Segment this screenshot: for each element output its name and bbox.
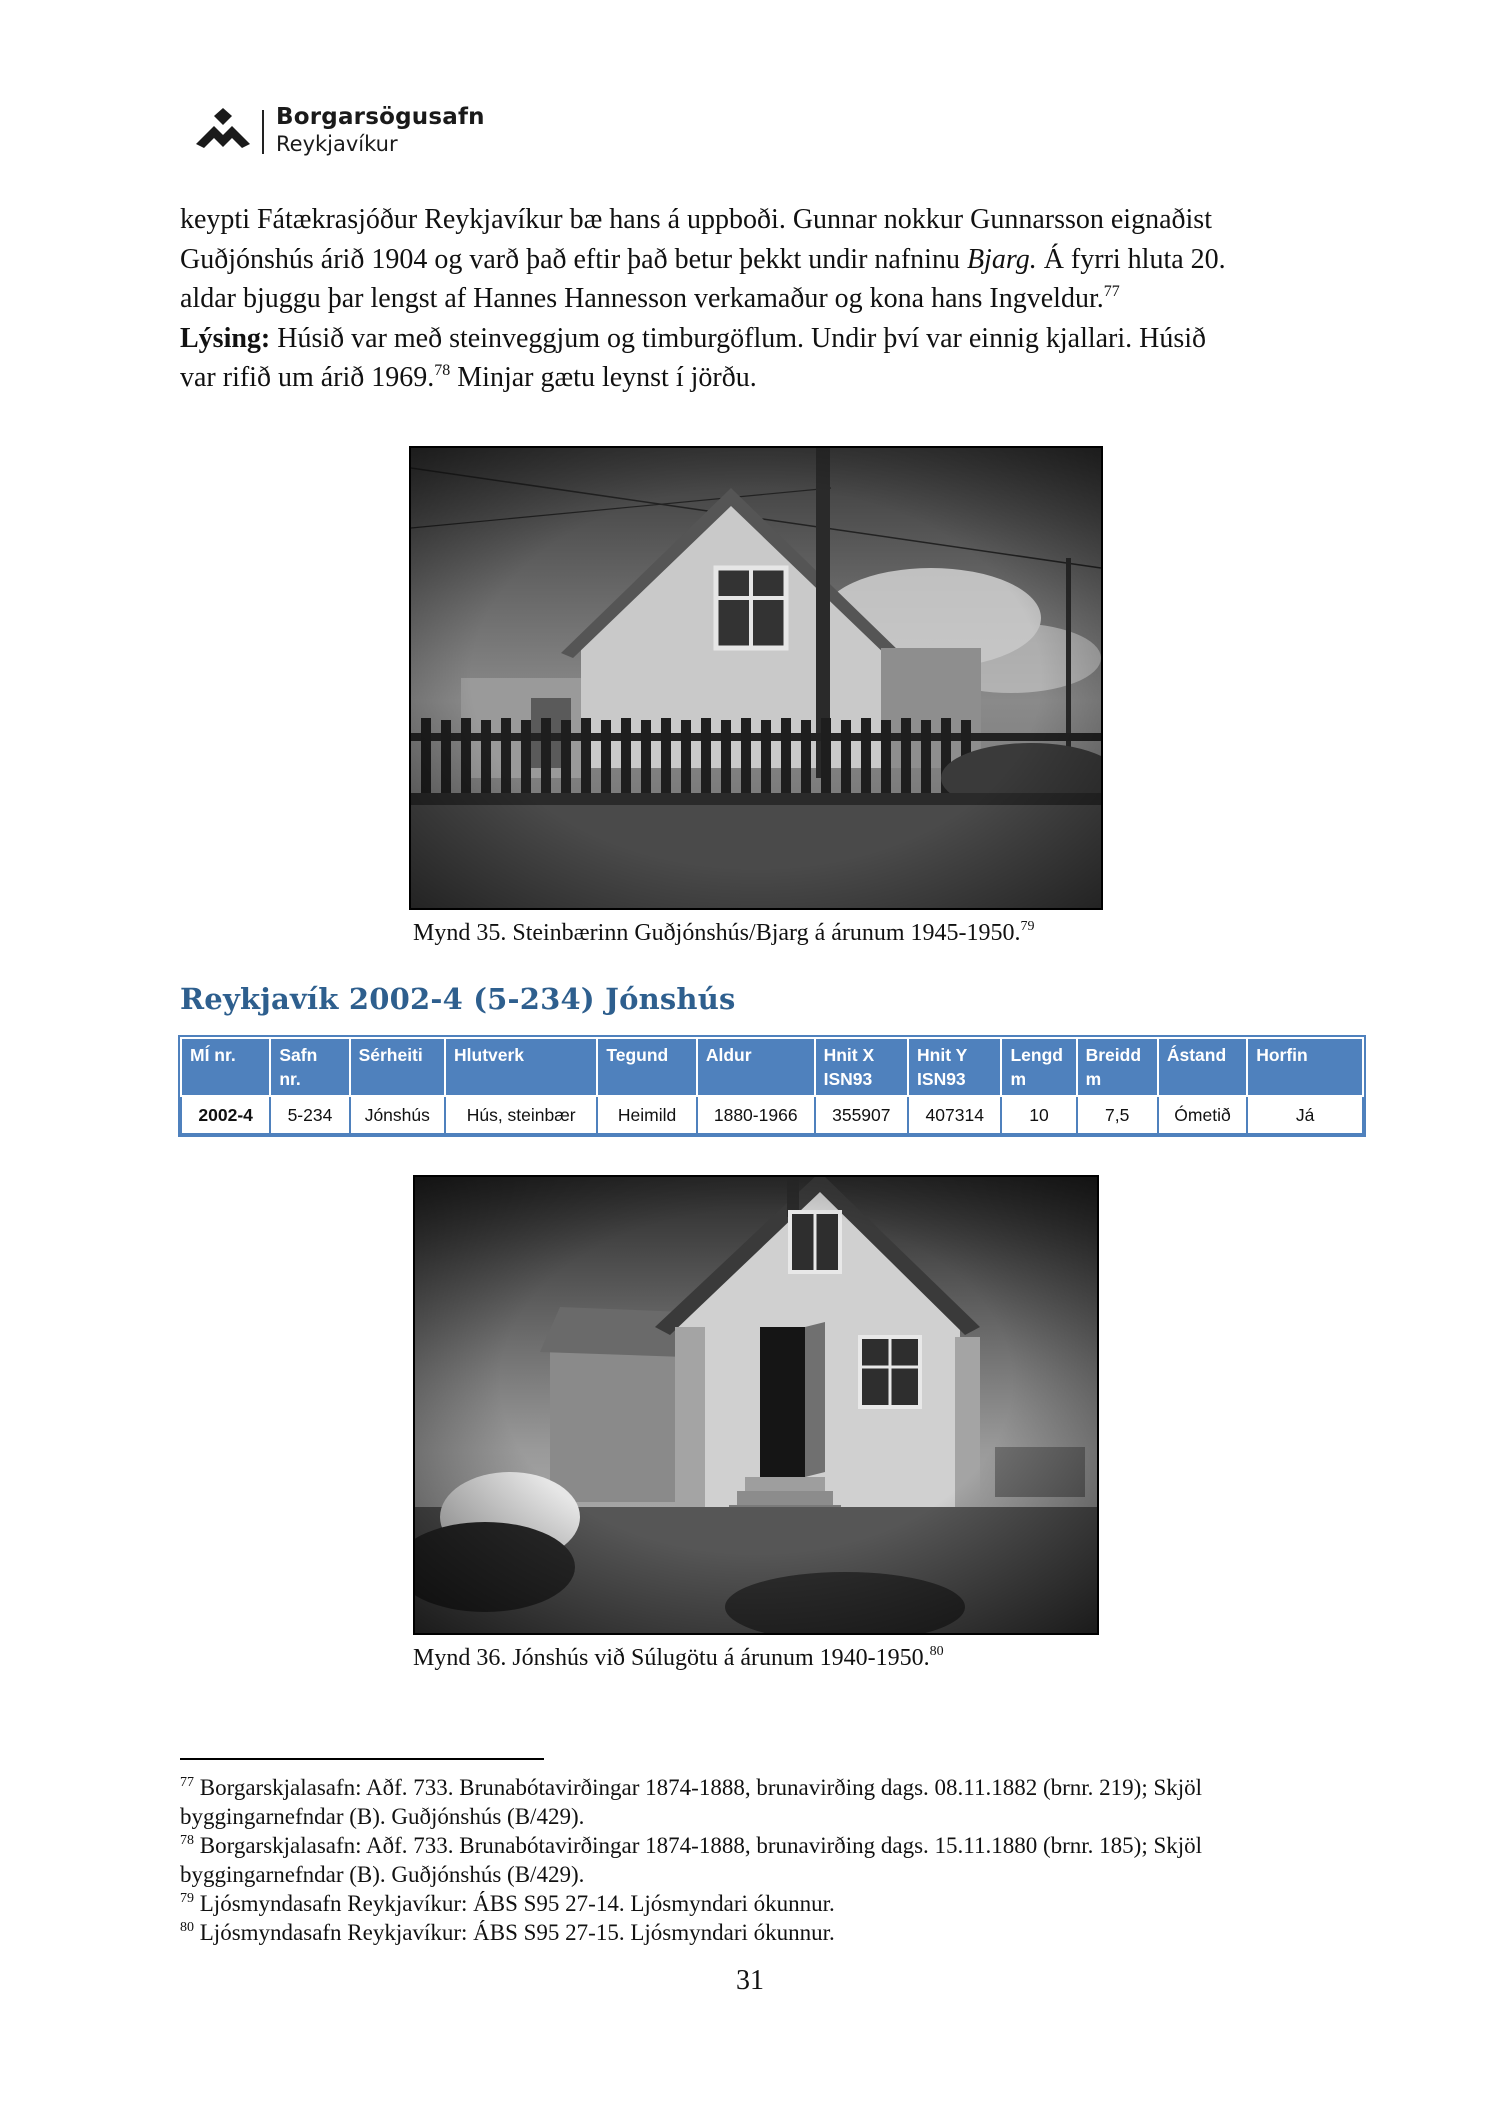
- text-span: aldar bjuggu þar lengst af Hannes Hannesson verkamaður og kona hans Ingveldur.: [180, 283, 1104, 314]
- text-line: [180, 200, 1320, 240]
- text-line: [180, 319, 1320, 359]
- footnote-ref[interactable]: 78: [434, 362, 451, 379]
- column-header: Breidd m: [1077, 1038, 1158, 1096]
- column-header: Hnit X ISN93: [815, 1038, 908, 1096]
- column-header: Lengd m: [1001, 1038, 1076, 1096]
- footnotes: [180, 1773, 1330, 1947]
- text-line: [180, 240, 1320, 280]
- text-line: [180, 358, 1320, 398]
- text-span: Minjar gætu leynst í jörðu.: [450, 362, 757, 393]
- column-header: Safn nr.: [270, 1038, 349, 1096]
- footnote-text: Borgarskjalasafn: Aðf. 733. Brunabótavirðingar 1874-1888, brunavirðing dags. 15.11.1880 (brnr. 185); Skjöl byggingarnefndar (B). Guðjónshús (B/429).: [180, 1833, 1203, 1887]
- table-cell: 1880-1966: [697, 1096, 815, 1134]
- footnote-text: Borgarskjalasafn: Aðf. 733. Brunabótavirðingar 1874-1888, brunavirðing dags. 08.11.1882 (brnr. 219); Skjöl byggingarnefndar (B). Guðjónshús (B/429).: [180, 1775, 1203, 1829]
- footnote-ref[interactable]: 80: [929, 1644, 944, 1659]
- photo-gudjonshus: [409, 446, 1103, 910]
- house-name-italic: Bjarg.: [966, 243, 1037, 275]
- footnote-separator: [180, 1758, 544, 1760]
- text-line: [180, 279, 1320, 319]
- text-span: Guðjónshús árið 1904 og varð það eftir það betur þekkt undir nafninu: [180, 243, 967, 275]
- figure-caption: [413, 1645, 944, 1672]
- footnote-ref[interactable]: 79: [1020, 919, 1035, 934]
- intro-paragraph: [180, 200, 1320, 398]
- site-register-table: [180, 1037, 1364, 1135]
- footnote-text: Ljósmyndasafn Reykjavíkur: ÁBS S95 27-15. Ljósmyndari ókunnur.: [199, 1920, 835, 1945]
- table-row: [181, 1096, 1363, 1134]
- column-header: MÍ nr.: [181, 1038, 270, 1096]
- page-number: 31: [736, 1965, 764, 1996]
- footnote-ref[interactable]: 77: [1103, 283, 1120, 300]
- column-header: Sérheiti: [350, 1038, 445, 1096]
- table-cell: Jónshús: [350, 1096, 445, 1134]
- footnote: [180, 1918, 1330, 1947]
- footnote-number: 79: [180, 1891, 194, 1906]
- logo-city: Reykjavíkur: [276, 132, 398, 156]
- text-span: Á fyrri hluta 20.: [1036, 243, 1226, 275]
- column-header: Hlutverk: [445, 1038, 597, 1096]
- table-cell: Heimild: [597, 1096, 697, 1134]
- table-cell: 355907: [815, 1096, 908, 1134]
- table-header-row: [181, 1038, 1363, 1096]
- column-header: Tegund: [597, 1038, 697, 1096]
- caption-text: Mynd 35. Steinbærinn Guðjónshús/Bjarg á árunum 1945-1950.: [413, 920, 1021, 946]
- table-cell: Ómetið: [1158, 1096, 1247, 1134]
- footnote: [180, 1831, 1330, 1889]
- photo-jonshus: [413, 1175, 1099, 1635]
- table-cell: 407314: [908, 1096, 1001, 1134]
- footnote: [180, 1889, 1330, 1918]
- section-heading: Reykjavík 2002-4 (5-234) Jónshús: [180, 982, 736, 1016]
- footnote-number: 80: [180, 1920, 194, 1935]
- borgarsogusafn-logo: [192, 104, 492, 160]
- logo-divider: [262, 110, 264, 154]
- column-header: Aldur: [697, 1038, 815, 1096]
- footnote-number: 77: [180, 1775, 194, 1790]
- column-header: Horfin: [1247, 1038, 1363, 1096]
- text-span: var rifið um árið 1969.: [180, 362, 435, 393]
- logo-name: Borgarsögusafn: [276, 104, 485, 130]
- text-span: Húsið var með steinveggjum og timburgöflum. Undir því var einnig kjallari. Húsið: [270, 322, 1207, 354]
- table-cell: 10: [1001, 1096, 1076, 1134]
- table-cell: 7,5: [1077, 1096, 1158, 1134]
- table-cell: Hús, steinbær: [445, 1096, 597, 1134]
- house-photo-image: [411, 448, 1101, 908]
- footnote: [180, 1773, 1330, 1831]
- column-header: Hnit Y ISN93: [908, 1038, 1001, 1096]
- table-cell: 2002-4: [181, 1096, 270, 1134]
- description-label: Lýsing:: [180, 322, 271, 354]
- logo-mark-icon: [192, 108, 254, 156]
- table-cell: Já: [1247, 1096, 1363, 1134]
- footnote-number: 78: [180, 1833, 194, 1848]
- text-span: keypti Fátækrasjóður Reykjavíkur bæ hans á uppboði. Gunnar nokkur Gunnarsson eignaðist: [180, 204, 1212, 235]
- column-header: Ástand: [1158, 1038, 1247, 1096]
- caption-text: Mynd 36. Jónshús við Súlugötu á árunum 1940-1950.: [413, 1645, 930, 1671]
- footnote-text: Ljósmyndasafn Reykjavíkur: ÁBS S95 27-14. Ljósmyndari ókunnur.: [199, 1891, 835, 1916]
- house-photo-image: [415, 1177, 1097, 1633]
- table-cell: 5-234: [270, 1096, 349, 1134]
- figure-caption: [413, 920, 1035, 947]
